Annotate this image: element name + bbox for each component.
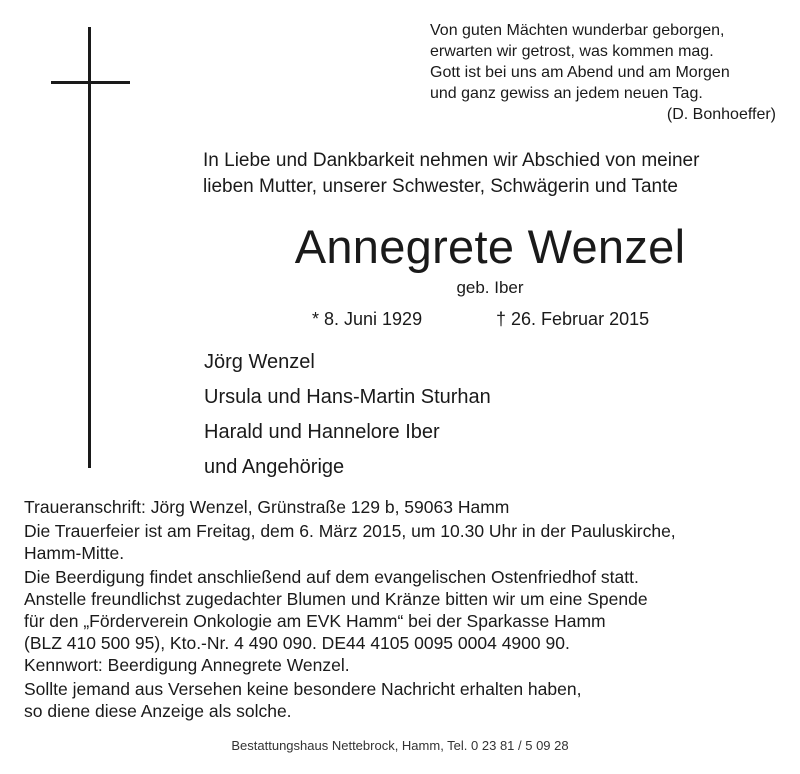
details-block (24, 496, 794, 724)
intro-text (203, 148, 783, 200)
death-date: † 26. Februar 2015 (496, 309, 650, 329)
cross-icon-horizontal-bar (51, 81, 130, 84)
birth-name: geb. Iber (456, 278, 524, 297)
burial-line: Anstelle freundlichst zugedachter Blumen und Kränze bitten wir um eine Spende (24, 589, 648, 609)
poem-line: Gott ist bei uns am Abend und am Morgen (430, 64, 730, 81)
address-paragraph (24, 496, 794, 518)
burial-paragraph (24, 566, 794, 676)
notice-line: so diene diese Anzeige als solche. (24, 701, 292, 721)
cross-icon-vertical-bar (88, 27, 91, 468)
burial-line: (BLZ 410 500 95), Kto.-Nr. 4 490 090. DE44 4105 0095 0004 4900 90. (24, 633, 570, 653)
poem-attribution: (D. Bonhoeffer) (666, 106, 776, 123)
poem-block (430, 20, 782, 125)
family-member: Harald und Hannelore Iber (204, 421, 440, 443)
family-list (204, 345, 764, 485)
burial-line: Die Beerdigung findet anschließend auf dem evangelischen Ostenfriedhof statt. (24, 567, 639, 587)
ceremony-paragraph (24, 520, 794, 564)
family-member: Ursula und Hans-Martin Sturhan (204, 386, 491, 408)
address-line: Traueranschrift: Jörg Wenzel, Grünstraße 129 b, 59063 Hamm (24, 497, 510, 517)
ceremony-line: Hamm-Mitte. (24, 543, 125, 563)
burial-line: für den „Förderverein Onkologie am EVK Hamm“ bei der Sparkasse Hamm (24, 611, 606, 631)
intro-line: In Liebe und Dankbarkeit nehmen wir Abschied von meiner (203, 150, 700, 171)
poem-line: erwarten wir getrost, was kommen mag. (430, 43, 714, 60)
intro-line: lieben Mutter, unserer Schwester, Schwägerin und Tante (203, 176, 678, 197)
poem-line: Von guten Mächten wunderbar geborgen, (430, 22, 725, 39)
burial-line: Kennwort: Beerdigung Annegrete Wenzel. (24, 655, 350, 675)
family-member: und Angehörige (204, 456, 345, 478)
notice-paragraph (24, 678, 794, 722)
birth-date: * 8. Juni 1929 (312, 309, 423, 329)
ceremony-line: Die Trauerfeier ist am Freitag, dem 6. März 2015, um 10.30 Uhr in der Pauluskirche, (24, 521, 676, 541)
poem-line: und ganz gewiss an jedem neuen Tag. (430, 85, 703, 102)
funeral-home-footer: Bestattungshaus Nettebrock, Hamm, Tel. 0 23 81 / 5 09 28 (231, 738, 569, 753)
deceased-name: Annegrete Wenzel (294, 220, 686, 273)
notice-line: Sollte jemand aus Versehen keine besondere Nachricht erhalten haben, (24, 679, 582, 699)
family-member: Jörg Wenzel (204, 351, 315, 373)
